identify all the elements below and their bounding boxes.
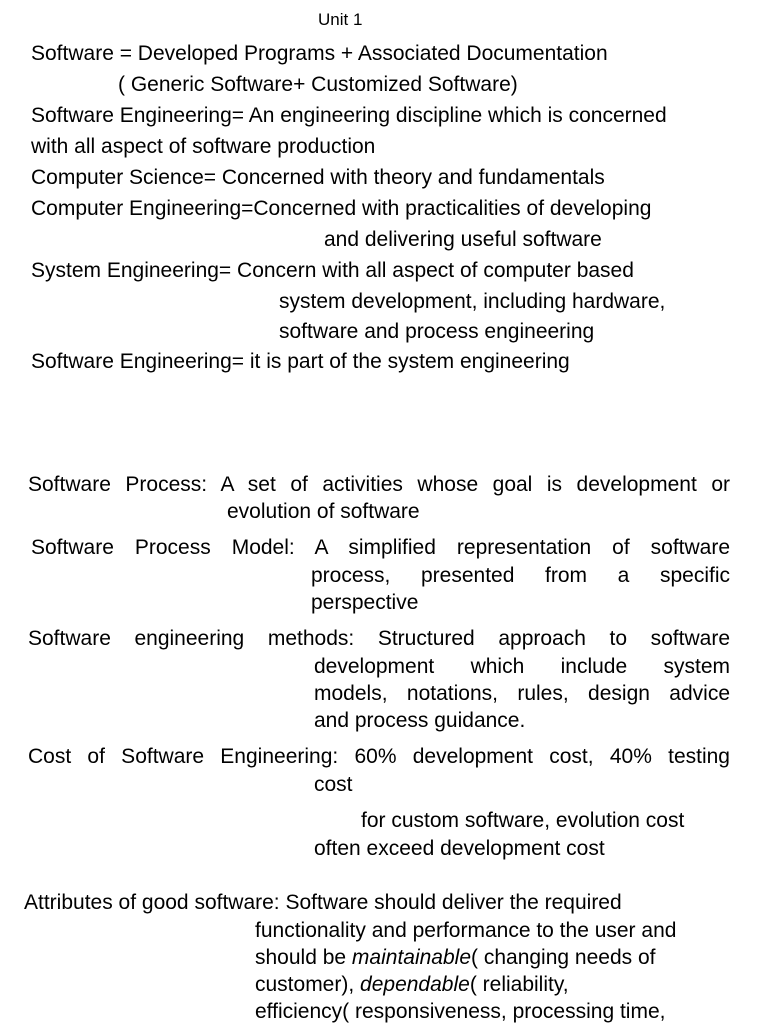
- attributes-line1: Attributes of good software: Software should deliver the required: [24, 891, 622, 914]
- definition-computer-engineering-line1: Computer Engineering=Concerned with practicalities of developing: [31, 197, 652, 220]
- software-process-line2: evolution of software: [227, 500, 420, 523]
- attributes-line4-text-c: ( reliability,: [469, 973, 569, 996]
- attributes-line3-text-c: ( changing needs of: [471, 946, 656, 969]
- attribute-maintainable: maintainable: [351, 946, 472, 969]
- attributes-line4: [255, 971, 569, 999]
- page-title: Unit 1: [318, 10, 363, 29]
- attributes-line5: efficiency( responsiveness, processing time,: [255, 1000, 666, 1023]
- definition-software-engineering-line2: with all aspect of software production: [31, 135, 376, 158]
- definition-computer-science: Computer Science= Concerned with theory and fundamentals: [31, 166, 605, 189]
- attribute-dependable: dependable: [360, 973, 470, 996]
- definition-system-engineering-line3: software and process engineering: [279, 320, 595, 343]
- methods-line2: development which include system: [314, 655, 730, 678]
- attributes-line3: [255, 944, 655, 972]
- cost-line3: for custom software, evolution cost: [361, 809, 685, 832]
- attributes-line3-text-a: should be: [255, 946, 352, 969]
- cost-line2: cost: [314, 773, 353, 796]
- cost-line4: often exceed development cost: [314, 837, 605, 860]
- methods-line3: models, notations, rules, design advice: [314, 682, 730, 705]
- methods-line4: and process guidance.: [314, 709, 526, 732]
- definition-software-engineering-line1: Software Engineering= An engineering discipline which is concerned: [31, 104, 667, 127]
- definition-system-engineering-line1: System Engineering= Concern with all aspect of computer based: [31, 259, 634, 282]
- software-process-line1: Software Process: A set of activities whose goal is development or: [28, 473, 730, 496]
- definition-computer-engineering-line2: and delivering useful software: [324, 228, 602, 251]
- process-model-line3: perspective: [311, 591, 419, 614]
- process-model-line2: process, presented from a specific: [311, 564, 730, 587]
- definition-software-types: ( Generic Software+ Customized Software): [118, 73, 518, 96]
- methods-line1: Software engineering methods: Structured approach to software: [28, 627, 730, 650]
- attributes-line4-text-a: customer),: [255, 973, 361, 996]
- process-model-line1: Software Process Model: A simplified representation of software: [31, 536, 730, 559]
- definition-system-engineering-line2: system development, including hardware,: [279, 290, 666, 313]
- cost-line1: Cost of Software Engineering: 60% development cost, 40% testing: [28, 745, 730, 768]
- definition-software-engineering-part: Software Engineering= it is part of the system engineering: [31, 350, 570, 373]
- definition-software: Software = Developed Programs + Associated Documentation: [31, 42, 608, 65]
- attributes-line2: functionality and performance to the user and: [255, 919, 677, 942]
